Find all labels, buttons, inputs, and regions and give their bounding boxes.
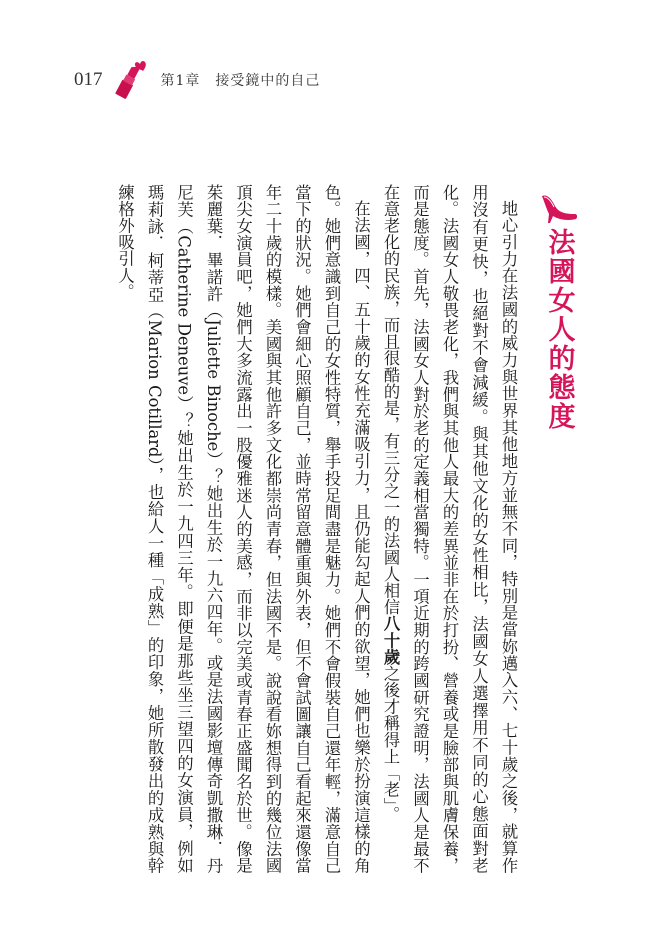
body-text xyxy=(110,184,523,874)
text-run: ），也給人一種「成熟」的印象，她所散發出的成熟與幹練格外吸引人。 xyxy=(115,184,164,875)
text-run: ）？她出生於一九四三年。即便是那些坐三望四的女演員，例如瑪莉詠．柯蒂亞（ xyxy=(145,184,194,874)
section-heading xyxy=(539,190,579,431)
running-header xyxy=(74,58,320,102)
high-heel-shoe-icon xyxy=(539,190,579,226)
chapter-title: 第1章 接受鏡中的自己 xyxy=(160,73,321,89)
paragraph xyxy=(376,184,524,874)
page-number: 017 xyxy=(74,69,103,90)
text-run: 在法國，四、五十歲的女性充滿吸引力，且仍能勾起人們的欲望，她們也樂於扮演這樣的角色。她們意識到自己的女性特質，舉手投足間盡是魅力。她們不會假裝自己還年輕，滿意自己當下的狀況。她們會細心照顧自己，並時常留意體重與外表，但不會試圖讓自己看起來還像當年二十歲的模樣。美國與其他許多文化都崇尚青春，但法國不是。說說看妳想得到的幾位法國頂尖女演員吧，她們大多流露出一股優雅迷人的美感，而非以完美或青春正盛聞名於世。像是茱麗葉．畢諾許（ xyxy=(204,184,371,874)
lipstick-icon xyxy=(113,58,151,102)
text-run: 地心引力在法國的威力與世界其他地方並無不同，特別是當妳邁入六、七十歲之後，就算作用沒有更快，也絕對不會減緩。與其他文化的女性相比，法國女人選擇用不同的心態面對老化。法國女人敬畏老化，我們與其他人最大的差異並非在於打扮、營養或是臉部與肌膚保養，而是態度。首先，法國女人對於老的定義相當獨特。一項近期的跨國研究證明，法國人是最不在意老化的民族，而且很酷的是，有三分之一的法國人相信 xyxy=(381,184,518,874)
actress-name: Marion Cotillard xyxy=(145,319,164,458)
text-run: 之後才稱得上「老」。 xyxy=(381,665,400,823)
actress-name: Catherine Deneuve xyxy=(174,235,194,396)
text-run: ）？她出生於一九六四年。或是法國影壇傳奇凱撒琳．丹尼芙（ xyxy=(174,184,223,874)
section-title: 法國女人的態度 xyxy=(543,228,575,431)
bold-term: 八十歲 xyxy=(381,615,400,666)
actress-name: Juliette Binoche xyxy=(204,319,223,452)
paragraph xyxy=(110,184,376,874)
